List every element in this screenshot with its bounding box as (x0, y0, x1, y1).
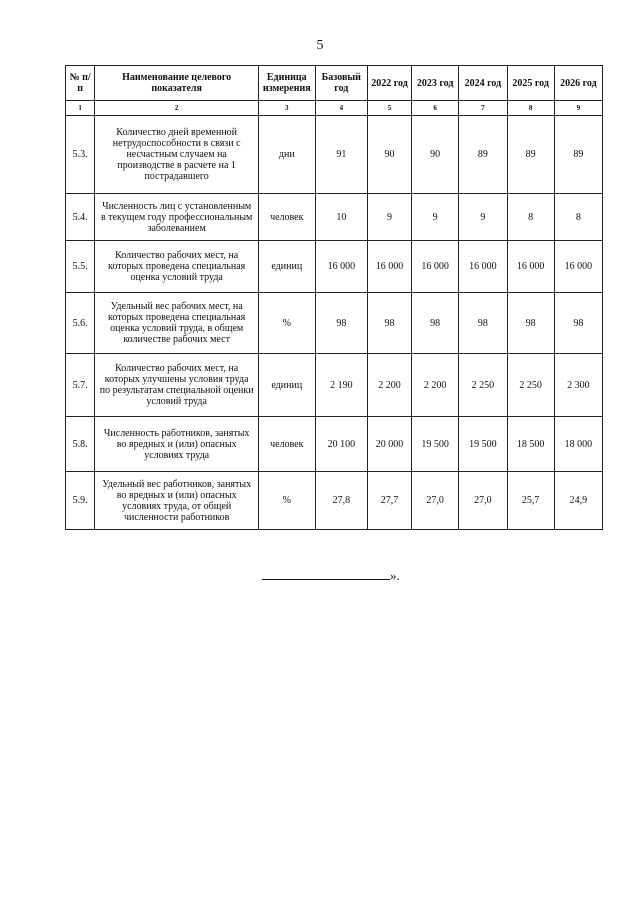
row-number: 5.3. (66, 116, 95, 194)
value-2026: 89 (554, 116, 602, 194)
header-2023: 2023 год (412, 66, 459, 101)
value-2022: 16 000 (368, 241, 412, 293)
value-2026: 16 000 (554, 241, 602, 293)
value-2026: 98 (554, 293, 602, 354)
base-year-value: 20 100 (315, 417, 367, 472)
value-2025: 18 500 (507, 417, 554, 472)
unit-cell: единиц (258, 241, 315, 293)
value-2024: 9 (459, 194, 507, 241)
row-number: 5.4. (66, 194, 95, 241)
header-row (66, 66, 603, 101)
header-2025: 2025 год (507, 66, 554, 101)
base-year-value: 2 190 (315, 354, 367, 417)
header-2024: 2024 год (459, 66, 507, 101)
column-number: 9 (554, 101, 602, 116)
table-row (66, 354, 603, 417)
value-2026: 2 300 (554, 354, 602, 417)
column-number: 3 (258, 101, 315, 116)
column-number: 5 (368, 101, 412, 116)
indicator-name: Удельный вес рабочих мест, на которых проведена специальная оценка условий труда, в общем количестве рабочих мест (95, 293, 259, 354)
value-2023: 27,0 (412, 472, 459, 530)
value-2023: 19 500 (412, 417, 459, 472)
unit-cell: % (258, 293, 315, 354)
indicator-name: Удельный вес работников, занятых во вредных и (или) опасных условиях труда, от общей численности работников (95, 472, 259, 530)
value-2025: 89 (507, 116, 554, 194)
base-year-value: 27,8 (315, 472, 367, 530)
row-number: 5.5. (66, 241, 95, 293)
value-2024: 98 (459, 293, 507, 354)
value-2023: 2 200 (412, 354, 459, 417)
column-number: 7 (459, 101, 507, 116)
value-2024: 27,0 (459, 472, 507, 530)
base-year-value: 10 (315, 194, 367, 241)
column-number: 6 (412, 101, 459, 116)
table-row (66, 472, 603, 530)
header-num: № п/п (66, 66, 95, 101)
row-number: 5.8. (66, 417, 95, 472)
value-2023: 90 (412, 116, 459, 194)
unit-cell: дни (258, 116, 315, 194)
column-number: 8 (507, 101, 554, 116)
value-2022: 27,7 (368, 472, 412, 530)
value-2023: 16 000 (412, 241, 459, 293)
value-2022: 98 (368, 293, 412, 354)
table-row (66, 241, 603, 293)
indicator-name: Численность лиц с установленным в текущем году профессиональным заболеванием (95, 194, 259, 241)
indicator-name: Количество рабочих мест, на которых улучшены условия труда по результатам специальной оценки условий труда (95, 354, 259, 417)
value-2023: 9 (412, 194, 459, 241)
closing-line (262, 568, 400, 584)
base-year-value: 16 000 (315, 241, 367, 293)
value-2025: 25,7 (507, 472, 554, 530)
header-unit: Единица измерения (258, 66, 315, 101)
unit-cell: % (258, 472, 315, 530)
target-indicators-table (65, 65, 603, 530)
header-base-year: Базовый год (315, 66, 367, 101)
table-row (66, 417, 603, 472)
unit-cell: единиц (258, 354, 315, 417)
value-2022: 2 200 (368, 354, 412, 417)
table-row (66, 116, 603, 194)
value-2025: 16 000 (507, 241, 554, 293)
value-2022: 20 000 (368, 417, 412, 472)
table-row (66, 293, 603, 354)
column-number: 1 (66, 101, 95, 116)
value-2026: 18 000 (554, 417, 602, 472)
unit-cell: человек (258, 194, 315, 241)
column-number-row (66, 101, 603, 116)
page-number: 5 (316, 38, 324, 53)
unit-cell: человек (258, 417, 315, 472)
value-2026: 24,9 (554, 472, 602, 530)
value-2026: 8 (554, 194, 602, 241)
header-2026: 2026 год (554, 66, 602, 101)
value-2024: 2 250 (459, 354, 507, 417)
table-row (66, 194, 603, 241)
closing-quote: ». (390, 568, 400, 583)
value-2022: 90 (368, 116, 412, 194)
indicator-name: Количество дней временной нетрудоспособности в связи с несчастным случаем на производстве в расчете на 1 пострадавшего (95, 116, 259, 194)
value-2022: 9 (368, 194, 412, 241)
base-year-value: 98 (315, 293, 367, 354)
header-name: Наименование целевого показателя (95, 66, 259, 101)
row-number: 5.9. (66, 472, 95, 530)
value-2024: 16 000 (459, 241, 507, 293)
column-number: 2 (95, 101, 259, 116)
signature-underline (262, 569, 390, 580)
value-2023: 98 (412, 293, 459, 354)
value-2025: 98 (507, 293, 554, 354)
column-number: 4 (315, 101, 367, 116)
row-number: 5.6. (66, 293, 95, 354)
value-2025: 8 (507, 194, 554, 241)
row-number: 5.7. (66, 354, 95, 417)
value-2024: 89 (459, 116, 507, 194)
indicator-name: Количество рабочих мест, на которых проведена специальная оценка условий труда (95, 241, 259, 293)
value-2025: 2 250 (507, 354, 554, 417)
indicator-name: Численность работников, занятых во вредных и (или) опасных условиях труда (95, 417, 259, 472)
header-2022: 2022 год (368, 66, 412, 101)
base-year-value: 91 (315, 116, 367, 194)
value-2024: 19 500 (459, 417, 507, 472)
